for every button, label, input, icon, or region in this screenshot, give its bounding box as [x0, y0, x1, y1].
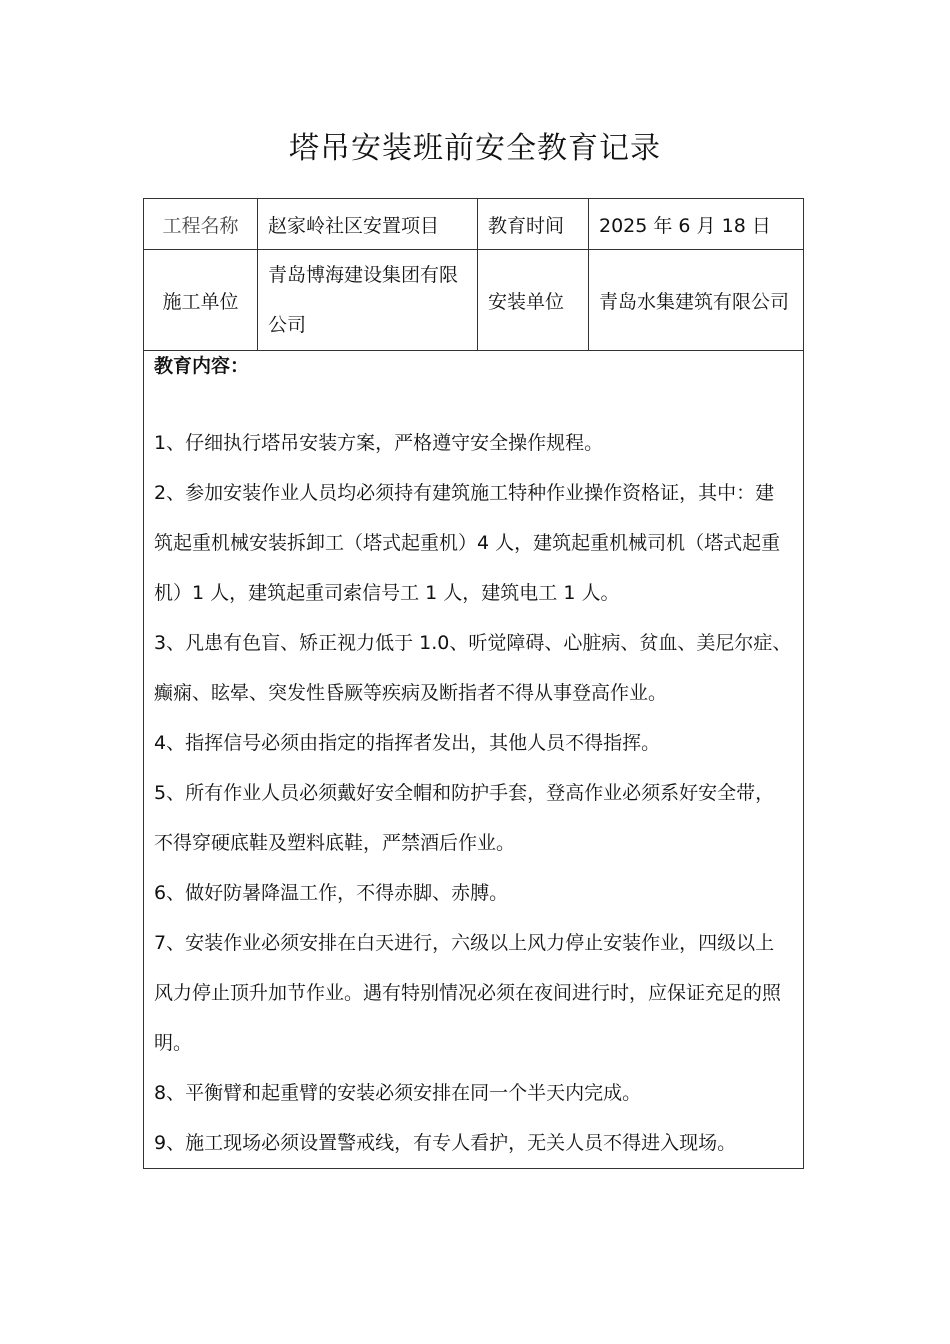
- project-name-label: 工程名称: [144, 199, 258, 250]
- construction-unit-label: 施工单位: [144, 250, 258, 351]
- table-row: [144, 351, 804, 1169]
- table-row: [144, 250, 804, 351]
- page-title: 塔吊安装班前安全教育记录: [289, 131, 661, 166]
- list-item: 3、凡患有色盲、矫正视力低于 1.0、听觉障碍、心脏病、贫血、美尼尔症、癫痫、眩晕、突发性昏厥等疾病及断指者不得从事登高作业。: [154, 632, 792, 704]
- list-item: 5、所有作业人员必须戴好安全帽和防护手套，登高作业必须系好安全带，不得穿硬底鞋及塑料底鞋，严禁酒后作业。: [154, 782, 775, 854]
- list-item: 2、参加安装作业人员均必须持有建筑施工特种作业操作资格证，其中：建筑起重机械安装拆卸工（塔式起重机）4 人，建筑起重机械司机（塔式起重机）1 人，建筑起重司索信号工 1 人，建筑电工 1 人。: [154, 482, 781, 604]
- project-name-value: 赵家岭社区安置项目: [258, 199, 478, 250]
- list-item: 4、指挥信号必须由指定的指挥者发出，其他人员不得指挥。: [154, 732, 661, 754]
- construction-unit-value: 青岛博海建设集团有限公司: [258, 250, 478, 351]
- install-unit-value: 青岛水集建筑有限公司: [589, 250, 804, 351]
- table-row: [144, 199, 804, 250]
- edu-time-label: 教育时间: [478, 199, 589, 250]
- record-table: [143, 198, 804, 1169]
- list-item: 8、平衡臂和起重臂的安装必须安排在同一个半天内完成。: [154, 1082, 642, 1104]
- list-item: 6、做好防暑降温工作，不得赤脚、赤膊。: [154, 882, 509, 904]
- list-item: 9、施工现场必须设置警戒线，有专人看护，无关人员不得进入现场。: [154, 1132, 737, 1154]
- education-content-cell: [144, 351, 804, 1169]
- install-unit-label: 安装单位: [478, 250, 589, 351]
- edu-time-value: 2025 年 6 月 18 日: [589, 199, 804, 250]
- education-content-heading: 教育内容：: [154, 355, 250, 377]
- list-item: 7、安装作业必须安排在白天进行，六级以上风力停止安装作业，四级以上风力停止顶升加节作业。遇有特别情况必须在夜间进行时，应保证充足的照明。: [154, 932, 782, 1054]
- list-item: 1、仔细执行塔吊安装方案，严格遵守安全操作规程。: [154, 432, 604, 454]
